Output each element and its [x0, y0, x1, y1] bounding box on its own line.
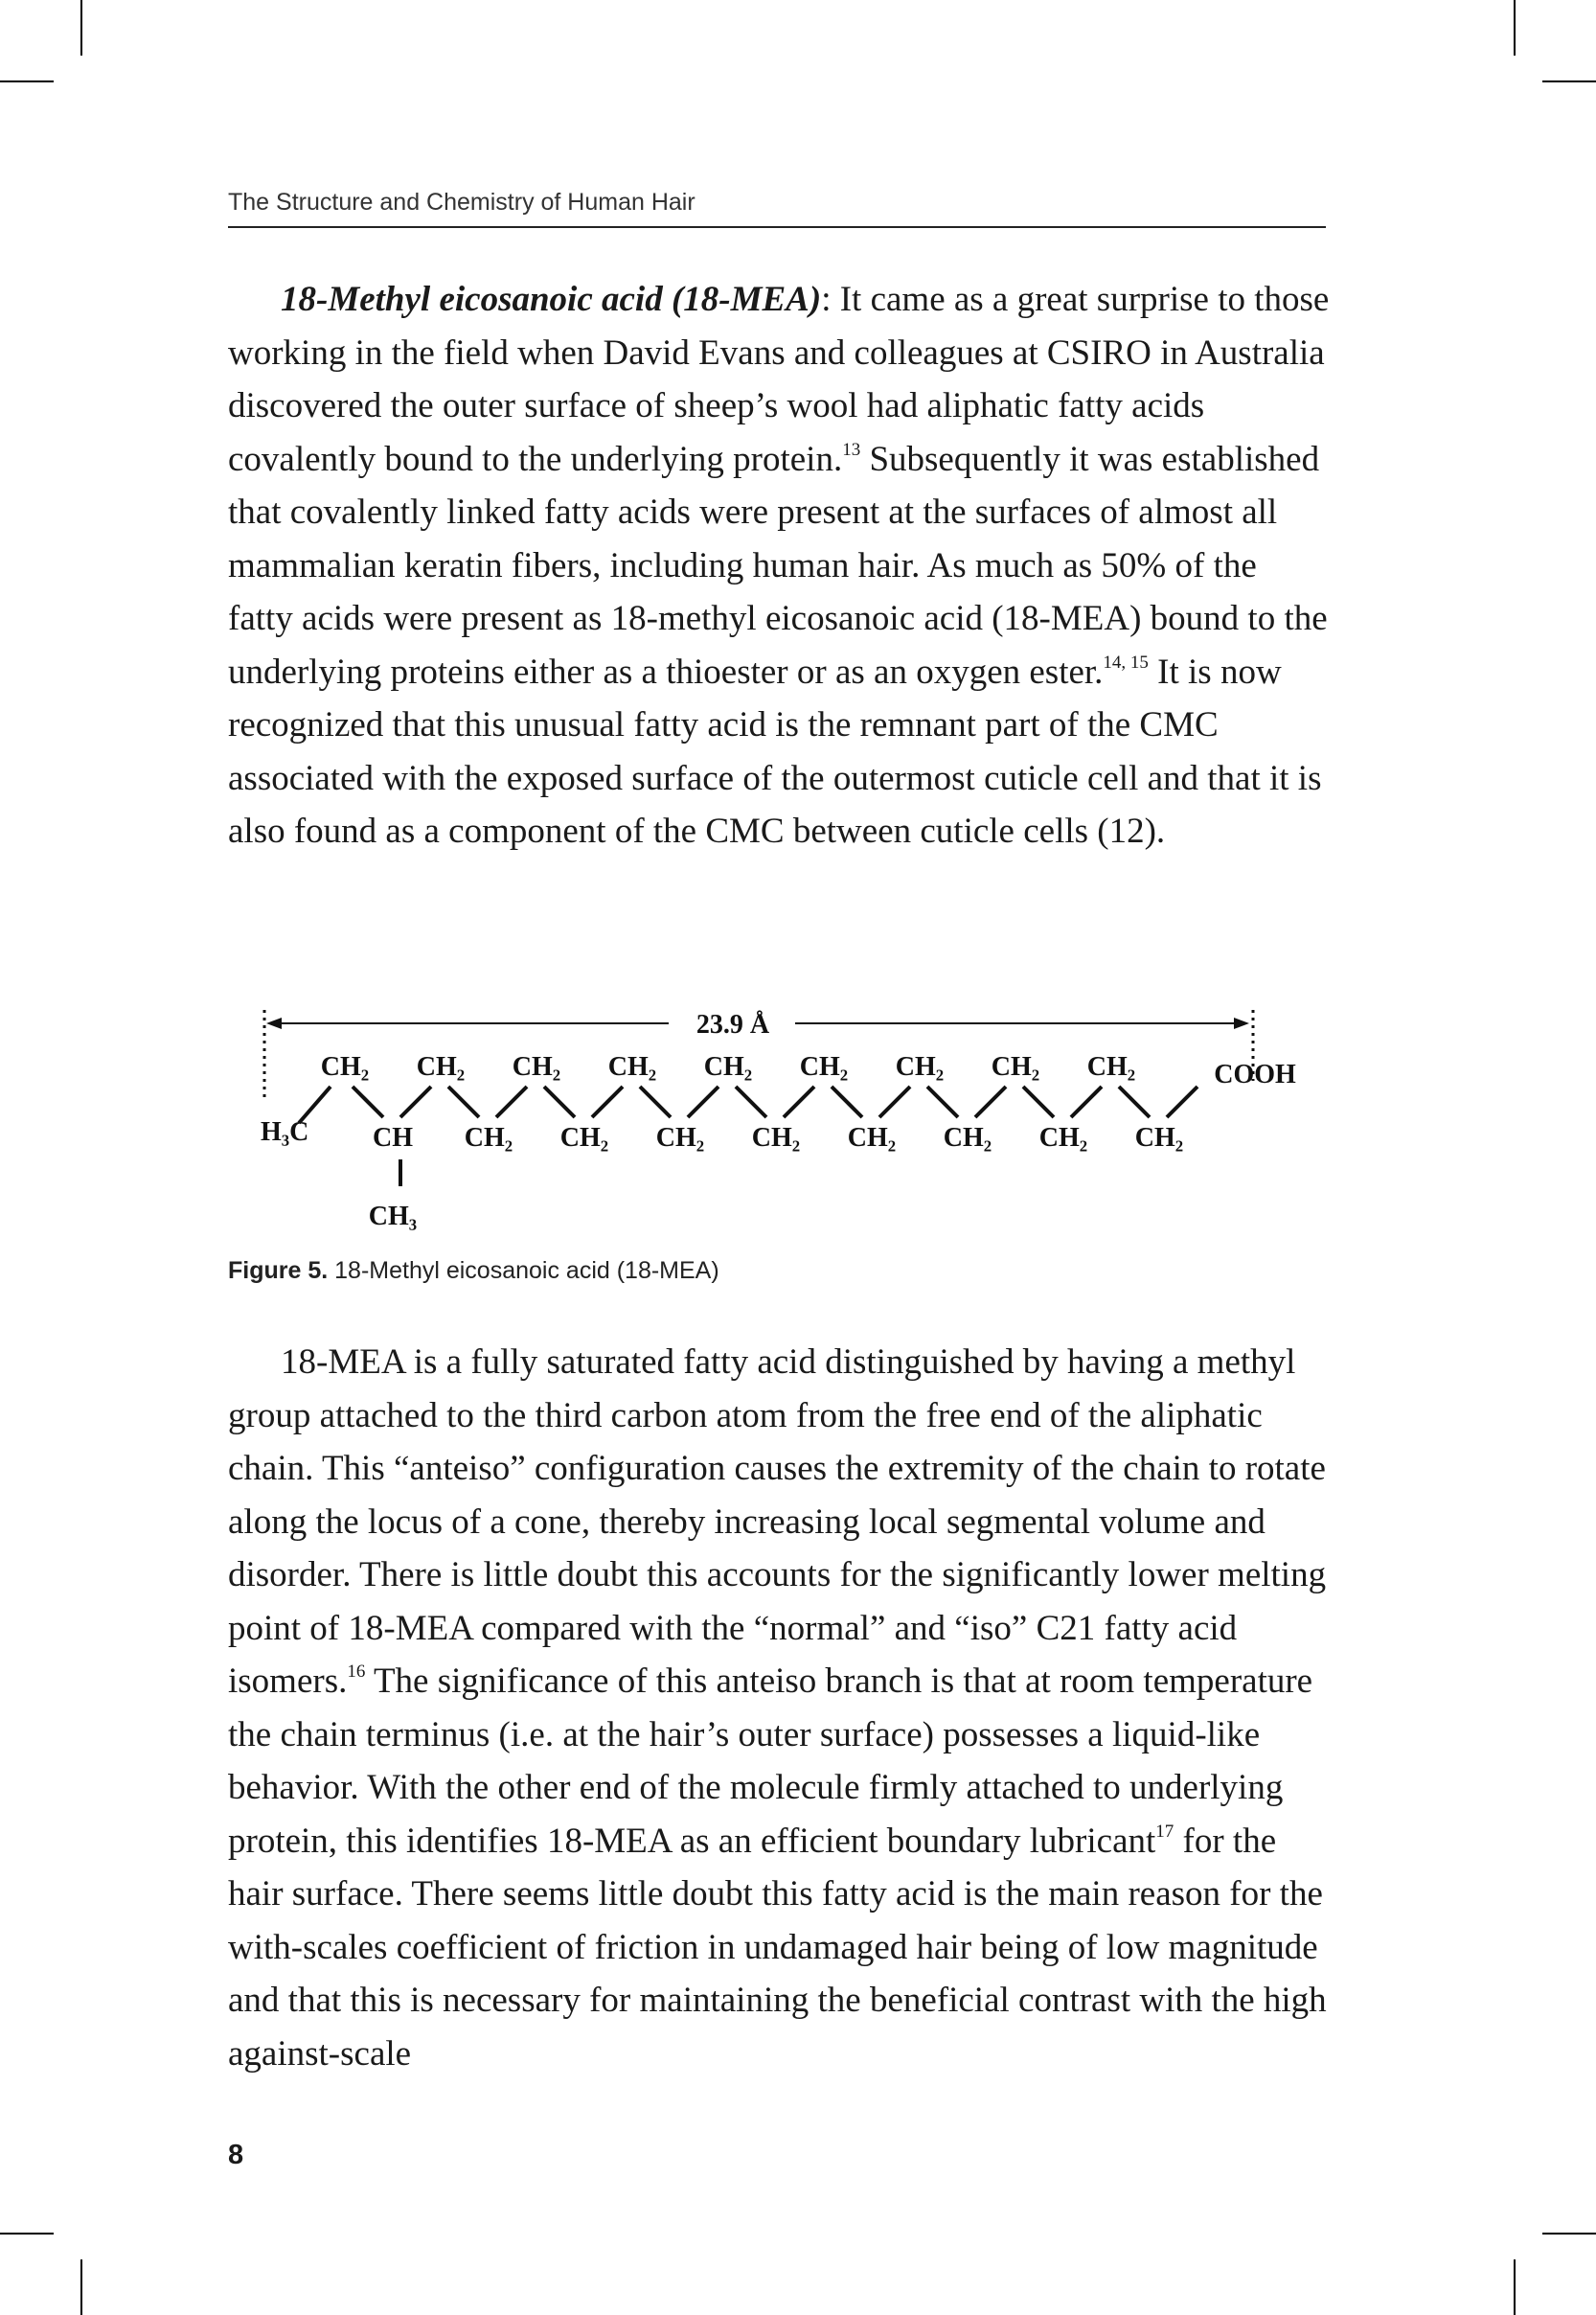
bond: [1167, 1087, 1197, 1117]
branch-carbon-group: CH: [373, 1123, 413, 1153]
bond: [592, 1087, 623, 1117]
paragraph-lead-term: 18-Methyl eicosanoic acid (18-MEA): [281, 280, 822, 319]
reference-superscript: 13: [842, 439, 861, 460]
crop-mark-bottom-right-v: [1514, 2259, 1516, 2315]
crop-mark-top-left-v: [80, 0, 82, 56]
bond: [688, 1087, 718, 1117]
reference-superscript: 17: [1155, 1821, 1174, 1842]
crop-mark-top-right-v: [1514, 0, 1516, 56]
figure-caption-text: 18-Methyl eicosanoic acid (18-MEA): [328, 1257, 719, 1284]
bond: [1023, 1087, 1054, 1117]
methylene-group-bottom: CH₂: [943, 1123, 992, 1153]
bond: [353, 1087, 383, 1117]
bond: [927, 1087, 958, 1117]
methylene-group-top: CH₂: [416, 1052, 466, 1082]
bond: [544, 1087, 575, 1117]
paragraph-text: The significance of this anteiso branch is that at room temperature the chain terminus (i.e. at the hair’s outer surface) possesses a liquid-like behavior. With the other end of the molecule firmly attached to underlying protein, this identifies 18-MEA as an efficient boundary lubricant: [228, 1662, 1313, 1861]
chain-start-group: H₃C: [261, 1117, 309, 1147]
methylene-group-bottom: CH₂: [655, 1123, 705, 1153]
reference-superscript: 16: [347, 1662, 366, 1682]
carboxyl-group: COOH: [1214, 1060, 1296, 1089]
figure-caption-label: Figure 5.: [228, 1257, 329, 1284]
methylene-group-bottom: CH₂: [1134, 1123, 1184, 1153]
bond: [784, 1087, 814, 1117]
methylene-group-bottom: CH₂: [464, 1123, 513, 1153]
methylene-group-bottom: CH₂: [1038, 1123, 1088, 1153]
paragraph-text: : It came as a great surprise to those working in the field when David Evans and colleagues at CSIRO in Australia discovered the outer surface of sheep’s wool had aliphatic fatty acids covalently bound to the underlying protein.: [228, 280, 1330, 479]
molecule-diagram: [249, 997, 1322, 1236]
methylene-group-top: CH₂: [607, 1052, 657, 1082]
bond: [832, 1087, 862, 1117]
methylene-group-top: CH₂: [991, 1052, 1040, 1082]
paragraph-text: Subsequently it was established that covalently linked fatty acids were present at the surfaces of almost all mammalian keratin fibers, including human hair. As much as 50% of the fatty acids were present as 18-methyl eicosanoic acid (18-MEA) bound to the underlying proteins either as a thioester or as an oxygen ester.: [228, 439, 1328, 692]
bond: [400, 1087, 431, 1117]
running-header: The Structure and Chemistry of Human Hair: [228, 189, 695, 216]
paragraph-text: 18-MEA is a fully saturated fatty acid distinguished by having a methyl group attached to the third carbon atom from the free end of the aliphatic chain. This “anteiso” configuration causes the extremity of the chain to rotate along the locus of a cone, thereby increasing local segmental volume and disorder. There is little doubt this accounts for the significantly lower melting point of 18-MEA compared with the “normal” and “iso” C21 fatty acid isomers.: [228, 1342, 1327, 1701]
crop-mark-top-right-h: [1542, 80, 1596, 82]
bond: [640, 1087, 671, 1117]
crop-mark-bottom-left-h: [0, 2233, 54, 2235]
methylene-group-top: CH₂: [1086, 1052, 1136, 1082]
bond: [448, 1087, 479, 1117]
arrowhead-right: [1234, 1018, 1249, 1029]
arrowhead-left: [266, 1018, 282, 1029]
bond: [496, 1087, 527, 1117]
bond: [975, 1087, 1006, 1117]
paragraph-anteiso: [228, 1336, 1330, 2080]
methyl-branch-group: CH₃: [368, 1202, 418, 1231]
methylene-group-bottom: CH₂: [847, 1123, 897, 1153]
methylene-group-bottom: CH₂: [751, 1123, 801, 1153]
crop-mark-bottom-left-v: [80, 2259, 82, 2315]
paragraph-text: It is now recognized that this unusual fatty acid is the remnant part of the CMC associated with the exposed surface of the outermost cuticle cell and that it is also found as a component of the CMC between cuticle cells (12).: [228, 652, 1322, 851]
methylene-group-top: CH₂: [895, 1052, 945, 1082]
figure-caption: [228, 1257, 719, 1285]
methylene-group-top: CH₂: [512, 1052, 561, 1082]
bond: [736, 1087, 766, 1117]
reference-superscript: 14, 15: [1103, 652, 1149, 673]
bond: [1119, 1087, 1150, 1117]
crop-mark-bottom-right-h: [1542, 2233, 1596, 2235]
paragraph-text: for the hair surface. There seems little doubt this fatty acid is the main reason for the with-scales coefficient of friction in undamaged hair being of low magnitude and that this is necessary for maintaining the beneficial contrast with the high against-scale: [228, 1821, 1327, 2074]
bond: [1071, 1087, 1102, 1117]
methylene-group-top: CH₂: [703, 1052, 753, 1082]
crop-mark-top-left-h: [0, 80, 54, 82]
methylene-group-bottom: CH₂: [559, 1123, 609, 1153]
paragraph-18-mea-intro: [228, 273, 1330, 859]
methylene-group-top: CH₂: [320, 1052, 370, 1082]
dimension-label: 23.9 Å: [695, 1010, 770, 1040]
header-rule: [228, 226, 1326, 228]
bond: [879, 1087, 910, 1117]
methylene-group-top: CH₂: [799, 1052, 849, 1082]
page-number: 8: [228, 2140, 244, 2170]
